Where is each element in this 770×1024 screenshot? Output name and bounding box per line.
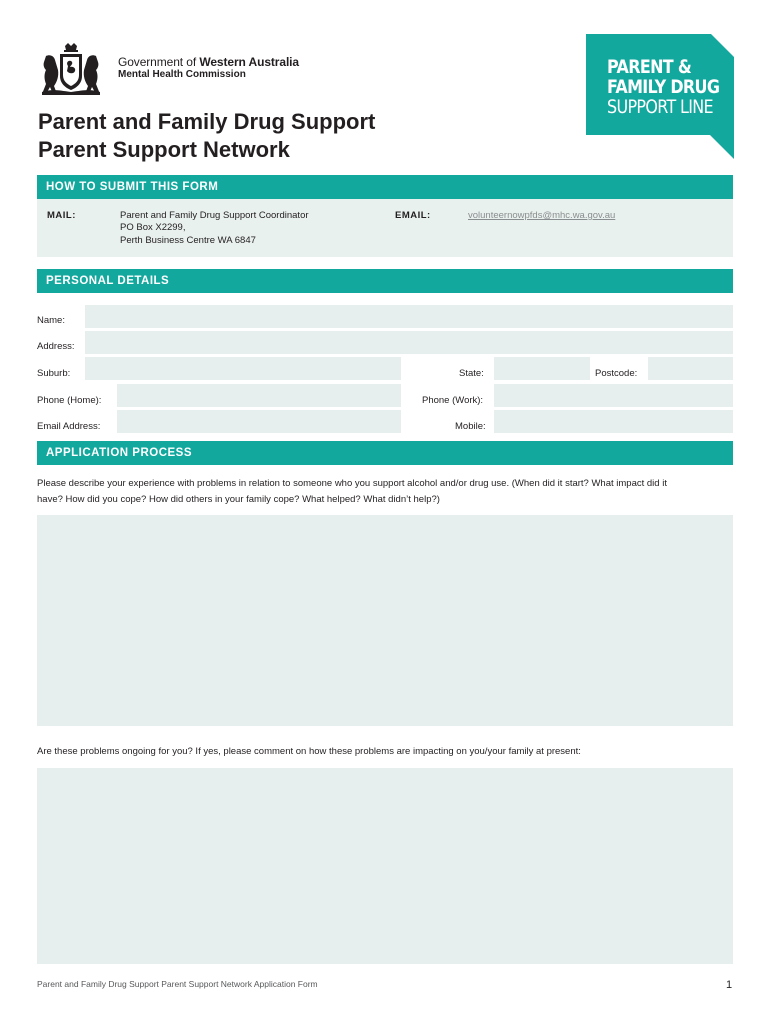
email-address-field[interactable] <box>117 410 401 433</box>
mail-label: MAIL: <box>47 210 76 221</box>
section-header-submit: HOW TO SUBMIT THIS FORM <box>37 175 733 199</box>
mobile-label: Mobile: <box>455 421 486 432</box>
phone-work-label: Phone (Work): <box>422 395 484 406</box>
question-2: Are these problems ongoing for you? If yes, please comment on how these problems are impacting on you/your family at present: <box>37 746 581 757</box>
postcode-field[interactable] <box>648 357 733 380</box>
suburb-label: Suburb: <box>37 368 71 379</box>
question-1-line-2: have? How did you cope? How did others in your family cope? What helped? What didn’t help?) <box>37 494 440 505</box>
email-label: EMAIL: <box>395 210 431 221</box>
section-header-personal: PERSONAL DETAILS <box>37 269 733 293</box>
address-field[interactable] <box>85 331 733 354</box>
title-line-1: Parent and Family Drug Support <box>38 109 376 134</box>
question-1-line-1: Please describe your experience with problems in relation to someone who you support alcohol and/or drug use. (When did it start? What impact did it <box>37 478 667 489</box>
phone-work-field[interactable] <box>494 384 733 407</box>
government-name: Government of Western Australia <box>118 55 299 69</box>
address-label: Address: <box>37 341 75 352</box>
section-header-application: APPLICATION PROCESS <box>37 441 733 465</box>
crest-icon <box>38 42 104 98</box>
logo-line-3: SUPPORT LINE <box>607 96 713 118</box>
phone-home-label: Phone (Home): <box>37 395 102 406</box>
phone-home-field[interactable] <box>117 384 401 407</box>
department-name: Mental Health Commission <box>118 69 246 80</box>
postcode-label: Postcode: <box>595 368 638 379</box>
name-field[interactable] <box>85 305 733 328</box>
suburb-field[interactable] <box>85 357 401 380</box>
logo-line-2: FAMILY DRUG <box>607 76 720 98</box>
question-1-answer-box[interactable] <box>37 515 733 726</box>
page-title <box>38 108 375 164</box>
name-label: Name: <box>37 315 65 326</box>
question-1 <box>37 476 733 508</box>
mail-address-line-1: Parent and Family Drug Support Coordinator <box>120 210 309 221</box>
footer-text: Parent and Family Drug Support Parent Support Network Application Form <box>37 979 318 989</box>
logo-line-1: PARENT & <box>607 56 692 78</box>
page-number: 1 <box>726 979 733 991</box>
email-address-label: Email Address: <box>37 421 101 432</box>
state-label: State: <box>459 368 484 379</box>
question-2-answer-box[interactable] <box>37 768 733 964</box>
mobile-field[interactable] <box>494 410 733 433</box>
mail-address-line-3: Perth Business Centre WA 6847 <box>120 235 256 246</box>
mail-address-line-2: PO Box X2299, <box>120 222 186 233</box>
state-field[interactable] <box>494 357 590 380</box>
email-link[interactable]: volunteernowpfds@mhc.wa.gov.au <box>468 210 616 221</box>
support-line-logo-text <box>607 57 741 117</box>
title-line-2: Parent Support Network <box>38 137 290 162</box>
